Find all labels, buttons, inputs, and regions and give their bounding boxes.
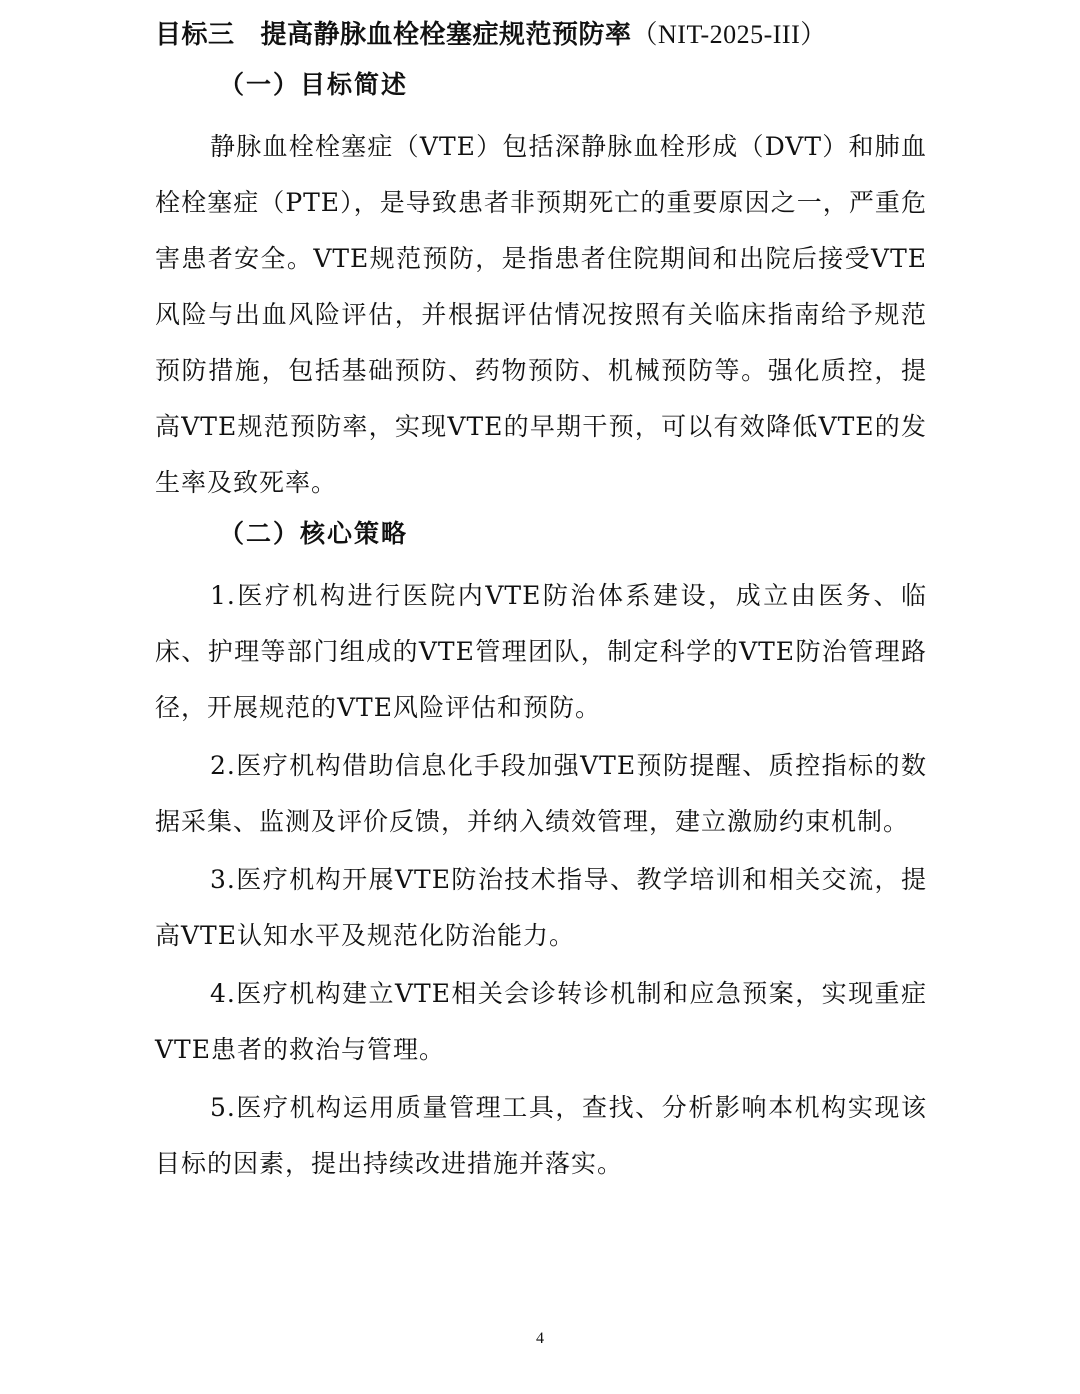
title-code: （NIT-2025-III） <box>631 20 827 49</box>
title-main: 提高静脉血栓栓塞症规范预防率 <box>260 20 632 50</box>
strategy-item: 1.医疗机构进行医院内VTE防治体系建设，成立由医务、临床、护理等部门组成的VTE管理团队，制定科学的VTE防治管理路径，开展规范的VTE风险评估和预防。 <box>155 581 927 722</box>
section-heading-summary: （一）目标简述 <box>219 70 409 99</box>
strategy-item: 2.医疗机构借助信息化手段加强VTE预防提醒、质控指标的数据采集、监测及评价反馈，并纳入绩效管理，建立激励约束机制。 <box>155 751 927 836</box>
strategy-item: 5.医疗机构运用质量管理工具，查找、分析影响本机构实现该目标的因素，提出持续改进措施并落实。 <box>155 1093 927 1178</box>
section-heading-strategy: （二）核心策略 <box>219 519 409 548</box>
document-body <box>155 14 927 1192</box>
document-title <box>155 14 927 56</box>
page-number: 4 <box>536 1330 544 1347</box>
strategy-item: 4.医疗机构建立VTE相关会诊转诊机制和应急预案，实现重症VTE患者的救治与管理。 <box>155 979 927 1064</box>
title-prefix: 目标三 <box>155 20 235 50</box>
strategy-item: 3.医疗机构开展VTE防治技术指导、教学培训和相关交流，提高VTE认知水平及规范化防治能力。 <box>155 865 927 950</box>
summary-paragraph: 静脉血栓栓塞症（VTE）包括深静脉血栓形成（DVT）和肺血栓栓塞症（PTE），是导致患者非预期死亡的重要原因之一，严重危害患者安全。VTE规范预防，是指患者住院期间和出院后接受VTE风险与出血风险评估，并根据评估情况按照有关临床指南给予规范预防措施，包括基础预防、药物预防、机械预防等。强化质控，提高VTE规范预防率，实现VTE的早期干预，可以有效降低VTE的发生率及致死率。 <box>155 132 927 497</box>
